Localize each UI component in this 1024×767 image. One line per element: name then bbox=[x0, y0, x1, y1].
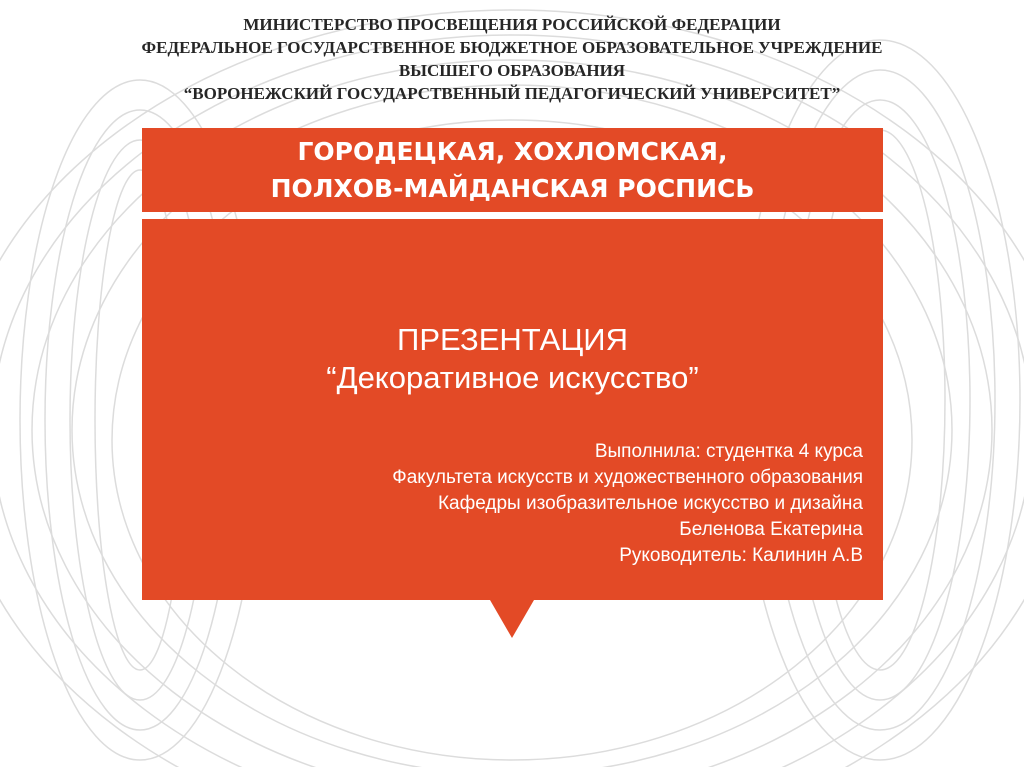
pointer-triangle bbox=[490, 600, 534, 638]
presentation-topic: “Декоративное искусство” bbox=[326, 360, 699, 395]
presentation-label: ПРЕЗЕНТАЦИЯ bbox=[397, 322, 628, 357]
header-line: “ВОРОНЕЖСКИЙ ГОСУДАРСТВЕННЫЙ ПЕДАГОГИЧЕСКИЙ УНИВЕРСИТЕТ” bbox=[183, 84, 841, 103]
header-line: ВЫСШЕГО ОБРАЗОВАНИЯ bbox=[398, 61, 626, 80]
institution-header bbox=[60, 13, 964, 105]
header-line: ФЕДЕРАЛЬНОЕ ГОСУДАРСТВЕННОЕ БЮДЖЕТНОЕ ОБРАЗОВАТЕЛЬНОЕ УЧРЕЖДЕНИЕ bbox=[141, 38, 883, 57]
title-line: ГОРОДЕЦКАЯ, ХОХЛОМСКАЯ, bbox=[297, 137, 728, 166]
presentation-panel bbox=[142, 219, 883, 600]
title-banner bbox=[142, 128, 883, 212]
author-info bbox=[392, 439, 863, 569]
author-line: Факультета искусств и художественного образования bbox=[392, 467, 863, 488]
title-line: ПОЛХОВ-МАЙДАНСКАЯ РОСПИСЬ bbox=[270, 174, 755, 203]
author-line: Беленова Екатерина bbox=[679, 519, 863, 540]
author-line: Кафедры изобразительное искусство и дизайна bbox=[437, 493, 863, 514]
header-line: МИНИСТЕРСТВО ПРОСВЕЩЕНИЯ РОССИЙСКОЙ ФЕДЕРАЦИИ bbox=[243, 15, 781, 34]
author-line: Выполнила: студентка 4 курса bbox=[594, 441, 863, 462]
author-line: Руководитель: Калинин А.В bbox=[619, 545, 863, 566]
